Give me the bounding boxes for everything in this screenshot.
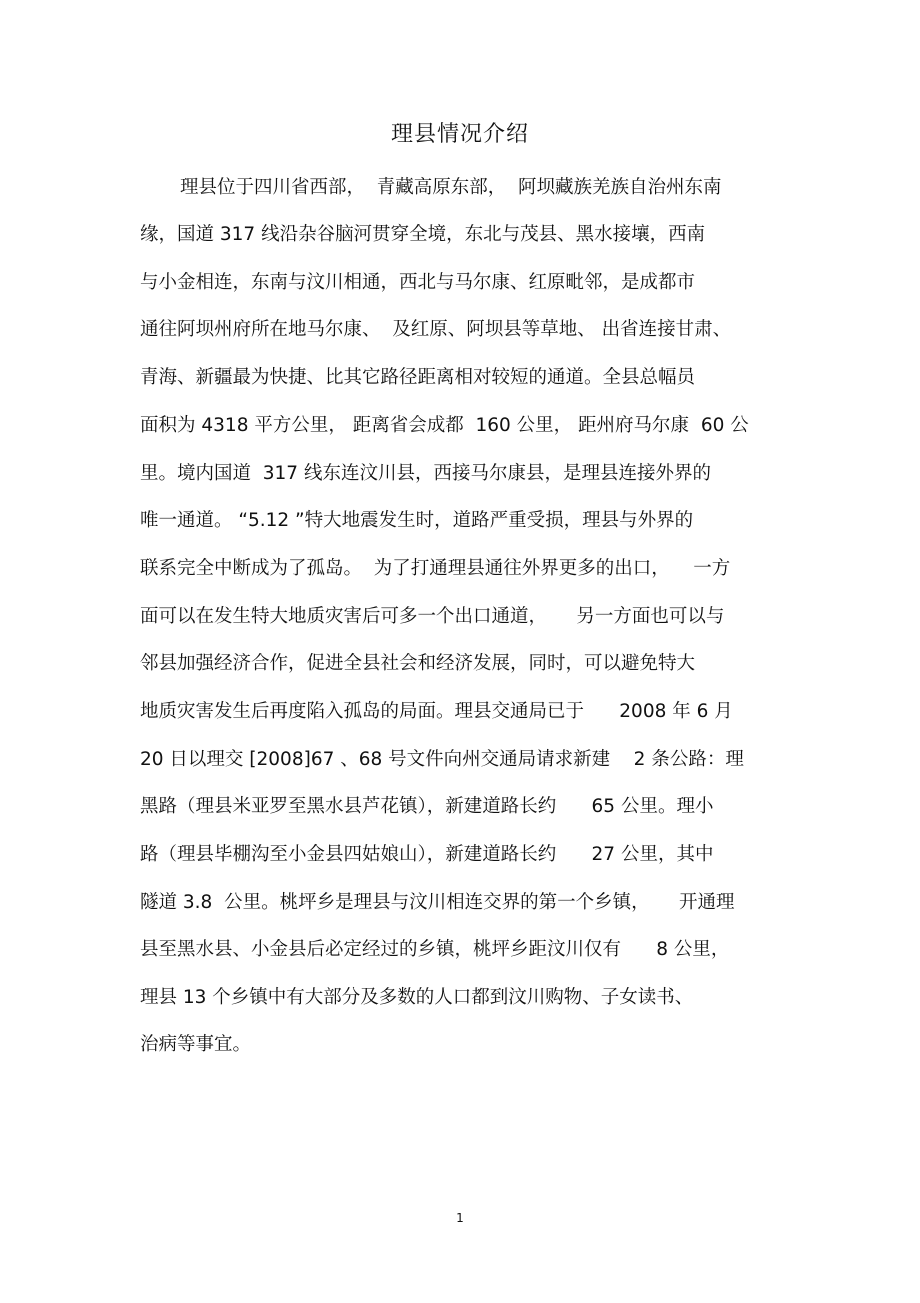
text-line: 里。境内国道 317 线东连汶川县，西接马尔康县，是理县连接外界的 <box>140 463 711 484</box>
text-line: 通往阿坝州府所在地马尔康、 及红原、阿坝县等草地、 出省连接甘肃、 <box>140 319 732 340</box>
text-line: 理县 13 个乡镇中有大部分及多数的人口都到汶川购物、子女读书、 <box>140 987 694 1008</box>
page-number: 1 <box>456 1211 464 1225</box>
text-line: 唯一通道。 “5.12 ”特大地震发生时，道路严重受损，理县与外界的 <box>140 510 694 531</box>
text-line: 隧道 3.8 公里。桃坪乡是理县与汶川相连交界的第一个乡镇， 开通理 <box>140 892 735 913</box>
text-line: 面积为 4318 平方公里， 距离省会成都 160 公里， 距州府马尔康 60 公 <box>140 415 749 436</box>
text-line: 地质灾害发生后再度陷入孤岛的局面。理县交通局已于 2008 年 6 月 <box>140 701 733 722</box>
text-line: 与小金相连，东南与汶川相通，西北与马尔康、红原毗邻，是成都市 <box>140 272 696 293</box>
text-line: 黑路（理县米亚罗至黑水县芦花镇），新建道路长约 65 公里。理小 <box>140 796 714 817</box>
text-line: 20 日以理交 [2008]67 、68 号文件向州交通局请求新建 2 条公路：理 <box>140 749 744 770</box>
text-line: 路（理县毕棚沟至小金县四姑娘山），新建道路长约 27 公里，其中 <box>140 844 714 865</box>
text-line: 邻县加强经济合作，促进全县社会和经济发展，同时，可以避免特大 <box>140 653 696 674</box>
text-line: 治病等事宜。 <box>140 1034 252 1055</box>
text-line: 青海、新疆最为快捷、比其它路径距离相对较短的通道。全县总幅员 <box>140 367 696 388</box>
text-line: 县至黑水县、小金县后必定经过的乡镇，桃坪乡距汶川仅有 8 公里， <box>140 939 730 960</box>
text-line: 面可以在发生特大地质灾害后可多一个出口通道， 另一方面也可以与 <box>140 606 725 627</box>
document-title: 理县情况介绍 <box>390 122 529 147</box>
text-line: 理县位于四川省西部， 青藏高原东部， 阿坝藏族羌族自治州东南 <box>180 177 722 198</box>
text-line: 缘，国道 317 线沿杂谷脑河贯穿全境，东北与茂县、黑水接壤，西南 <box>140 224 706 245</box>
text-line: 联系完全中断成为了孤岛。 为了打通理县通往外界更多的出口， 一方 <box>140 558 731 579</box>
